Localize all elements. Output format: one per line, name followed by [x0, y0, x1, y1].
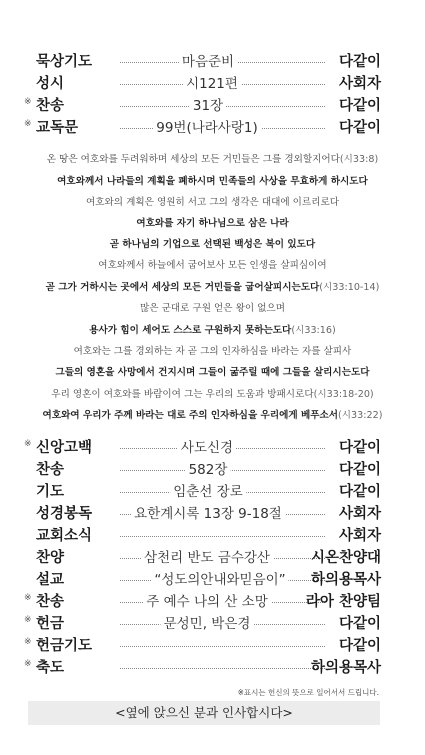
- order-label: 찬송: [36, 594, 65, 610]
- order-content: 삼천리 반도 금수강산: [141, 548, 273, 568]
- order-leader: 사회자: [338, 528, 381, 544]
- reading-text: 여호와여 우리가 주께 바라는 대로 주의 인자하심을 우리에게 베푸소서: [42, 410, 339, 421]
- reading-text: 여호와는 그를 경외하는 자 곧 그의 인자하심을 바라는 자를 살피사: [73, 346, 352, 357]
- order-leader: 하의용목사: [310, 572, 381, 588]
- order-leader: 다같이: [338, 120, 381, 136]
- order-leader: 시온찬양대: [310, 550, 381, 566]
- order-label: 성경봉독: [36, 506, 93, 522]
- reading-text: 많은 군대로 구원 얻은 왕이 없으며: [140, 303, 285, 314]
- order-row: [0, 52, 425, 72]
- leader-dots: [120, 536, 325, 537]
- order-row: [0, 438, 425, 458]
- reading-text: 여호와께서 나라들의 계획을 폐하시며 민족들의 사상을 무효하게 하시도다: [57, 176, 368, 187]
- order-label: 교독문: [36, 120, 79, 136]
- order-leader: 다같이: [338, 616, 381, 632]
- stand-mark: ※: [24, 119, 32, 129]
- reading-reference: (시33:10-14): [319, 282, 380, 293]
- order-content: 마음준비: [179, 52, 237, 72]
- reading-line: [0, 281, 425, 295]
- reading-line: [0, 259, 425, 273]
- order-content: 요한계시록 13장 9-18절: [131, 504, 285, 524]
- reading-text: 온 땅은 여호와를 두려워하며 세상의 모든 거민들은 그를 경외할지어다: [46, 154, 340, 165]
- reading-line: [0, 388, 425, 402]
- reading-reference: (시33:16): [291, 325, 336, 336]
- order-content: “성도의안내와믿음이”: [151, 570, 288, 590]
- order-content: 582장: [186, 460, 231, 480]
- order-content: 사도신경: [178, 438, 236, 458]
- order-label: 헌금: [36, 616, 65, 632]
- order-row: [0, 460, 425, 480]
- stand-mark: ※: [24, 659, 32, 669]
- order-row: [0, 570, 425, 590]
- order-row: [0, 636, 425, 656]
- footnote: ※표시는 헌신의 뜻으로 일어서서 드립니다.: [237, 688, 379, 697]
- order-leader: 다같이: [338, 462, 381, 478]
- reading-line: [0, 175, 425, 189]
- order-leader: 라아 찬양팀: [305, 594, 381, 610]
- stand-mark: ※: [24, 637, 32, 647]
- leader-dots: [120, 646, 325, 647]
- reading-text: 우리 영혼이 여호와를 바람이여 그는 우리의 도움과 방패시로다: [51, 389, 314, 400]
- order-label: 찬송: [36, 462, 65, 478]
- reading-line: [0, 324, 425, 338]
- order-content: 99번(나라사랑1): [153, 118, 261, 138]
- reading-line: [0, 238, 425, 252]
- order-label: 기도: [36, 484, 65, 500]
- reading-text: 여호와께서 하늘에서 굽어보사 모든 인생을 살피심이여: [98, 260, 327, 271]
- order-leader: 사회자: [338, 506, 381, 522]
- order-leader: 다같이: [338, 440, 381, 456]
- reading-line: [0, 409, 425, 423]
- reading-line: [0, 153, 425, 167]
- order-leader: 다같이: [338, 98, 381, 114]
- order-label: 신앙고백: [36, 440, 93, 456]
- order-label: 교회소식: [36, 528, 93, 544]
- order-row: [0, 118, 425, 138]
- order-content: 문성민, 박은경: [161, 614, 254, 634]
- order-content: 시121편: [183, 74, 241, 94]
- order-label: 헌금기도: [36, 638, 93, 654]
- reading-text: 곧 하나님의 기업으로 선택된 백성은 복이 있도다: [109, 239, 316, 250]
- order-row: [0, 548, 425, 568]
- order-row: [0, 614, 425, 634]
- order-content: 임춘선 장로: [170, 482, 246, 502]
- order-label: 찬송: [36, 98, 65, 114]
- reading-line: [0, 196, 425, 210]
- reading-text: 그들의 영혼을 사망에서 건지시며 그들이 굶주릴 때에 그들을 살리시는도다: [55, 367, 370, 378]
- order-leader: 다같이: [338, 54, 381, 70]
- order-row: [0, 74, 425, 94]
- order-content: 주 예수 나의 산 소망: [143, 592, 271, 612]
- reading-text: 여호와를 자기 하나님으로 삼은 나라: [136, 218, 289, 229]
- order-leader: 사회자: [338, 76, 381, 92]
- order-row: [0, 658, 425, 678]
- order-content: 31장: [190, 96, 226, 116]
- reading-line: [0, 345, 425, 359]
- order-row: [0, 96, 425, 116]
- reading-text: 여호와의 계획은 영원히 서고 그의 생각은 대대에 이르리로다: [85, 197, 340, 208]
- reading-line: [0, 217, 425, 231]
- order-row: [0, 592, 425, 612]
- reading-text: 곧 그가 거하시는 곳에서 세상의 모든 거민들을 굽어살피시는도다: [45, 282, 320, 293]
- order-label: 설교: [36, 572, 65, 588]
- order-row: [0, 504, 425, 524]
- order-row: [0, 526, 425, 546]
- reading-text: 용사가 힘이 세어도 스스로 구원하지 못하는도다: [89, 325, 292, 336]
- reading-reference: (시33:18-20): [313, 389, 374, 400]
- order-label: 묵상기도: [36, 54, 93, 70]
- stand-mark: ※: [24, 439, 32, 449]
- order-label: 축도: [36, 660, 65, 676]
- greeting-banner: <옆에 앉으신 분과 인사합시다>: [28, 701, 380, 725]
- reading-line: [0, 366, 425, 380]
- order-leader: 다같이: [338, 638, 381, 654]
- reading-reference: (시33:22): [338, 410, 383, 421]
- reading-line: [0, 302, 425, 316]
- leader-dots: [120, 668, 325, 669]
- order-label: 성시: [36, 76, 65, 92]
- stand-mark: ※: [24, 593, 32, 603]
- order-leader: 다같이: [338, 484, 381, 500]
- stand-mark: ※: [24, 97, 32, 107]
- order-row: [0, 482, 425, 502]
- reading-reference: (시33:8): [339, 154, 379, 165]
- order-label: 찬양: [36, 550, 65, 566]
- order-leader: 하의용목사: [310, 660, 381, 676]
- stand-mark: ※: [24, 615, 32, 625]
